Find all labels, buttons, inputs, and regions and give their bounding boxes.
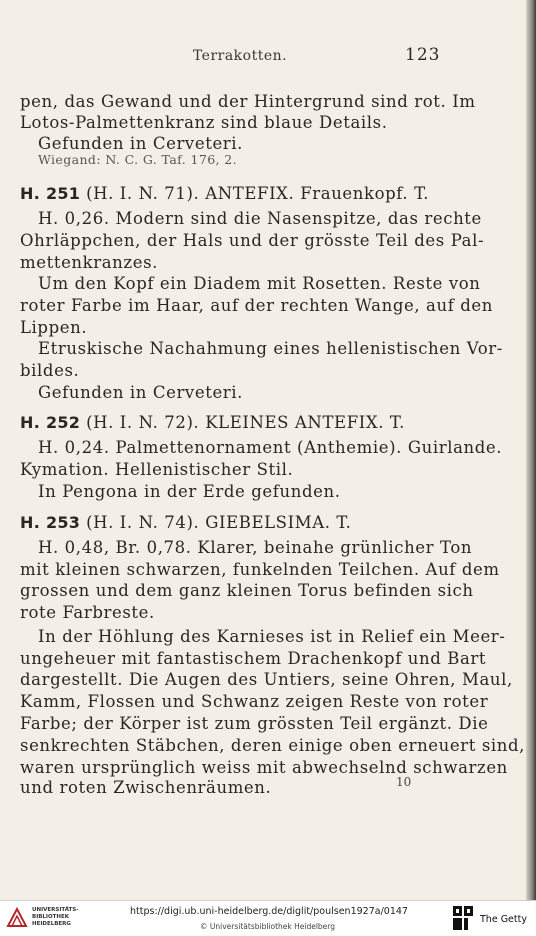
line-text: Farbe; der Körper ist zum grössten Teil ergänzt. Die	[20, 714, 489, 733]
entry-number: H. 252	[20, 413, 81, 432]
line-text: Um den Kopf ein Diadem mit Rosetten. Reste von	[38, 274, 481, 293]
line-text: rote Farbreste.	[20, 603, 155, 622]
line-text: waren ursprünglich weiss mit abwechselnd schwarzen	[20, 758, 508, 777]
text-line	[20, 253, 158, 272]
line-text: Lotos-Palmettenkranz sind blaue Details.	[20, 113, 388, 132]
line-text: (H. I. N. 71). ANTEFIX. Frauenkopf. T.	[80, 184, 430, 203]
text-line	[20, 692, 489, 711]
getty-logo-icon	[452, 905, 474, 931]
text-line	[38, 538, 473, 557]
text-line	[20, 649, 487, 668]
text-line	[20, 231, 485, 250]
line-text: dargestellt. Die Augen des Untiers, seine Ohren, Maul,	[20, 670, 513, 689]
line-text: und roten Zwischenräumen.	[20, 778, 272, 797]
text-line	[20, 296, 494, 315]
entry-heading-line	[20, 513, 351, 532]
line-text: (H. I. N. 72). KLEINES ANTEFIX. T.	[80, 413, 405, 432]
line-text: Kymation. Hellenistischer Stil.	[20, 460, 294, 479]
line-text: H. 0,24. Palmettenornament (Anthemie). Guirlande.	[38, 438, 503, 457]
line-text: mit kleinen schwarzen, funkelnden Teilchen. Auf dem	[20, 560, 500, 579]
text-line	[20, 581, 474, 600]
line-text: Lippen.	[20, 318, 88, 337]
entry-heading-line	[20, 184, 429, 203]
line-text: Gefunden in Cerveteri.	[38, 383, 244, 402]
text-line	[20, 361, 79, 380]
line-text: In der Höhlung des Karnieses ist in Relief ein Meer-	[38, 627, 506, 646]
text-line	[20, 113, 388, 132]
library-logo-icon	[6, 906, 28, 928]
text-line	[20, 460, 293, 479]
text-line	[38, 339, 503, 358]
permalink-url[interactable]: https://digi.ub.uni-heidelberg.de/diglit/poulsen1927a/0147	[130, 906, 408, 917]
text-line	[20, 560, 500, 579]
line-text: Wiegand: N. C. G. Taf. 176, 2.	[38, 152, 238, 167]
library-name: UNIVERSITÄTS- BIBLIOTHEK HEIDELBERG	[32, 907, 79, 927]
page-number: 123	[405, 45, 441, 65]
text-line	[20, 670, 513, 689]
text-line	[20, 318, 87, 337]
line-text: roter Farbe im Haar, auf der rechten Wange, auf den	[20, 296, 494, 315]
entry-heading-line	[20, 413, 405, 432]
text-line	[38, 627, 506, 646]
text-line	[20, 603, 155, 622]
text-line	[20, 778, 271, 797]
line-text: Etruskische Nachahmung eines hellenistischen Vor-	[38, 339, 503, 358]
running-header: Terrakotten.	[192, 48, 288, 64]
entry-number: H. 253	[20, 513, 81, 532]
copyright-notice: © Universitätsbibliothek Heidelberg	[200, 922, 336, 931]
text-line	[20, 758, 508, 777]
text-line	[38, 438, 503, 457]
line-text: H. 0,48, Br. 0,78. Klarer, beinahe grünlicher Ton	[38, 538, 473, 557]
getty-label: The Getty	[480, 914, 527, 925]
line-text: Gefunden in Cerveteri.	[38, 134, 244, 153]
line-text: mettenkranzes.	[20, 253, 158, 272]
text-line	[38, 482, 341, 501]
signature-mark: 10	[396, 775, 412, 789]
line-text: (H. I. N. 74). GIEBELSIMA. T.	[80, 513, 352, 532]
footer-bar	[0, 900, 536, 936]
text-line	[38, 274, 481, 293]
text-line	[20, 92, 476, 111]
entry-number: H. 251	[20, 184, 81, 203]
text-line	[38, 383, 243, 402]
text-line	[38, 209, 482, 228]
line-text: bildes.	[20, 361, 80, 380]
line-text: grossen und dem ganz kleinen Torus befinden sich	[20, 581, 474, 600]
line-text: Kamm, Flossen und Schwanz zeigen Reste von roter	[20, 692, 489, 711]
line-text: ungeheuer mit fantastischem Drachenkopf und Bart	[20, 649, 487, 668]
line-text: Ohrläppchen, der Hals und der grösste Teil des Pal-	[20, 231, 485, 250]
line-text: pen, das Gewand und der Hintergrund sind rot. Im	[20, 92, 476, 111]
line-text: H. 0,26. Modern sind die Nasenspitze, das rechte	[38, 209, 482, 228]
line-text: senkrechten Stäbchen, deren einige oben erneuert sind,	[20, 736, 526, 755]
text-line	[38, 152, 237, 167]
text-line	[20, 736, 526, 755]
page-edge	[526, 0, 536, 900]
line-text: In Pengona in der Erde gefunden.	[38, 482, 341, 501]
text-line	[38, 134, 243, 153]
text-line	[20, 714, 489, 733]
